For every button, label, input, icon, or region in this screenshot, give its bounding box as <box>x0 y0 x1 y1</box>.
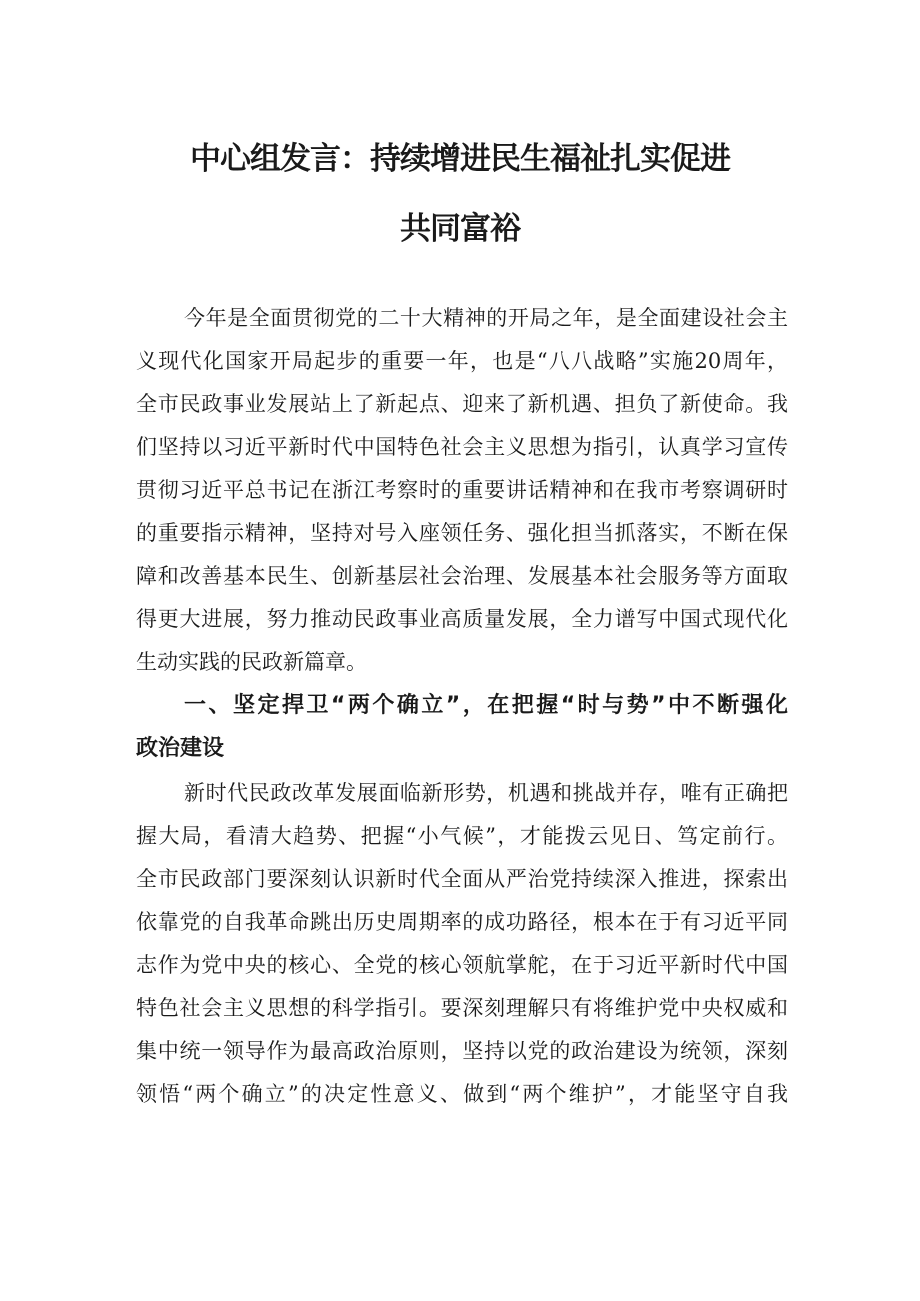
paragraph-1-line: 障和改善基本民生、创新基层社会治理、发展基本社会服务等方面取 <box>136 564 788 588</box>
paragraph-2-line: 志作为党中央的核心、全党的核心领航掌舵，在于习近平新时代中国 <box>136 953 788 977</box>
document-title-line-2: 共同富裕 <box>400 211 520 247</box>
paragraph-1-line: 的重要指示精神，坚持对号入座领任务、强化担当抓落实，不断在保 <box>136 521 788 545</box>
paragraph-1-line: 得更大进展，努力推动民政事业高质量发展，全力谱写中国式现代化 <box>136 607 788 631</box>
paragraph-1-line: 生动实践的民政新篇章。 <box>136 650 367 674</box>
paragraph-2-line: 集中统一领导作为最高政治原则，坚持以党的政治建设为统领，深刻 <box>136 1039 788 1063</box>
paragraph-1-line: 们坚持以习近平新时代中国特色社会主义思想为指引，认真学习宣传 <box>136 435 788 459</box>
paragraph-2-line: 全市民政部门要深刻认识新时代全面从严治党持续深入推进，探索出 <box>136 867 788 891</box>
paragraph-2-line: 握大局，看清大趋势、把握“小气候”，才能拨云见日、笃定前行。 <box>136 824 788 848</box>
paragraph-1-line: 贯彻习近平总书记在浙江考察时的重要讲话精神和在我市考察调研时 <box>136 478 788 502</box>
paragraph-1-line: 全市民政事业发展站上了新起点、迎来了新机遇、担负了新使命。我 <box>136 392 788 416</box>
section-heading-line-2: 政治建设 <box>136 736 225 761</box>
paragraph-2-line: 新时代民政改革发展面临新形势，机遇和挑战并存，唯有正确把 <box>184 781 788 805</box>
paragraph-2-line: 领悟“两个确立”的决定性意义、做到“两个维护”，才能坚守自我 <box>136 1082 788 1106</box>
section-heading-line-1: 一、坚定捍卫“两个确立”，在把握“时与势”中不断强化 <box>184 693 788 718</box>
paragraph-2-line: 依靠党的自我革命跳出历史周期率的成功路径，根本在于有习近平同 <box>136 910 788 934</box>
paragraph-1-line: 义现代化国家开局起步的重要一年，也是“八八战略”实施20周年， <box>136 349 788 373</box>
document-title-line-1: 中心组发言：持续增进民生福祉扎实促进 <box>190 141 730 177</box>
paragraph-1-line: 今年是全面贯彻党的二十大精神的开局之年，是全面建设社会主 <box>184 306 788 330</box>
paragraph-2-line: 特色社会主义思想的科学指引。要深刻理解只有将维护党中央权威和 <box>136 996 788 1020</box>
